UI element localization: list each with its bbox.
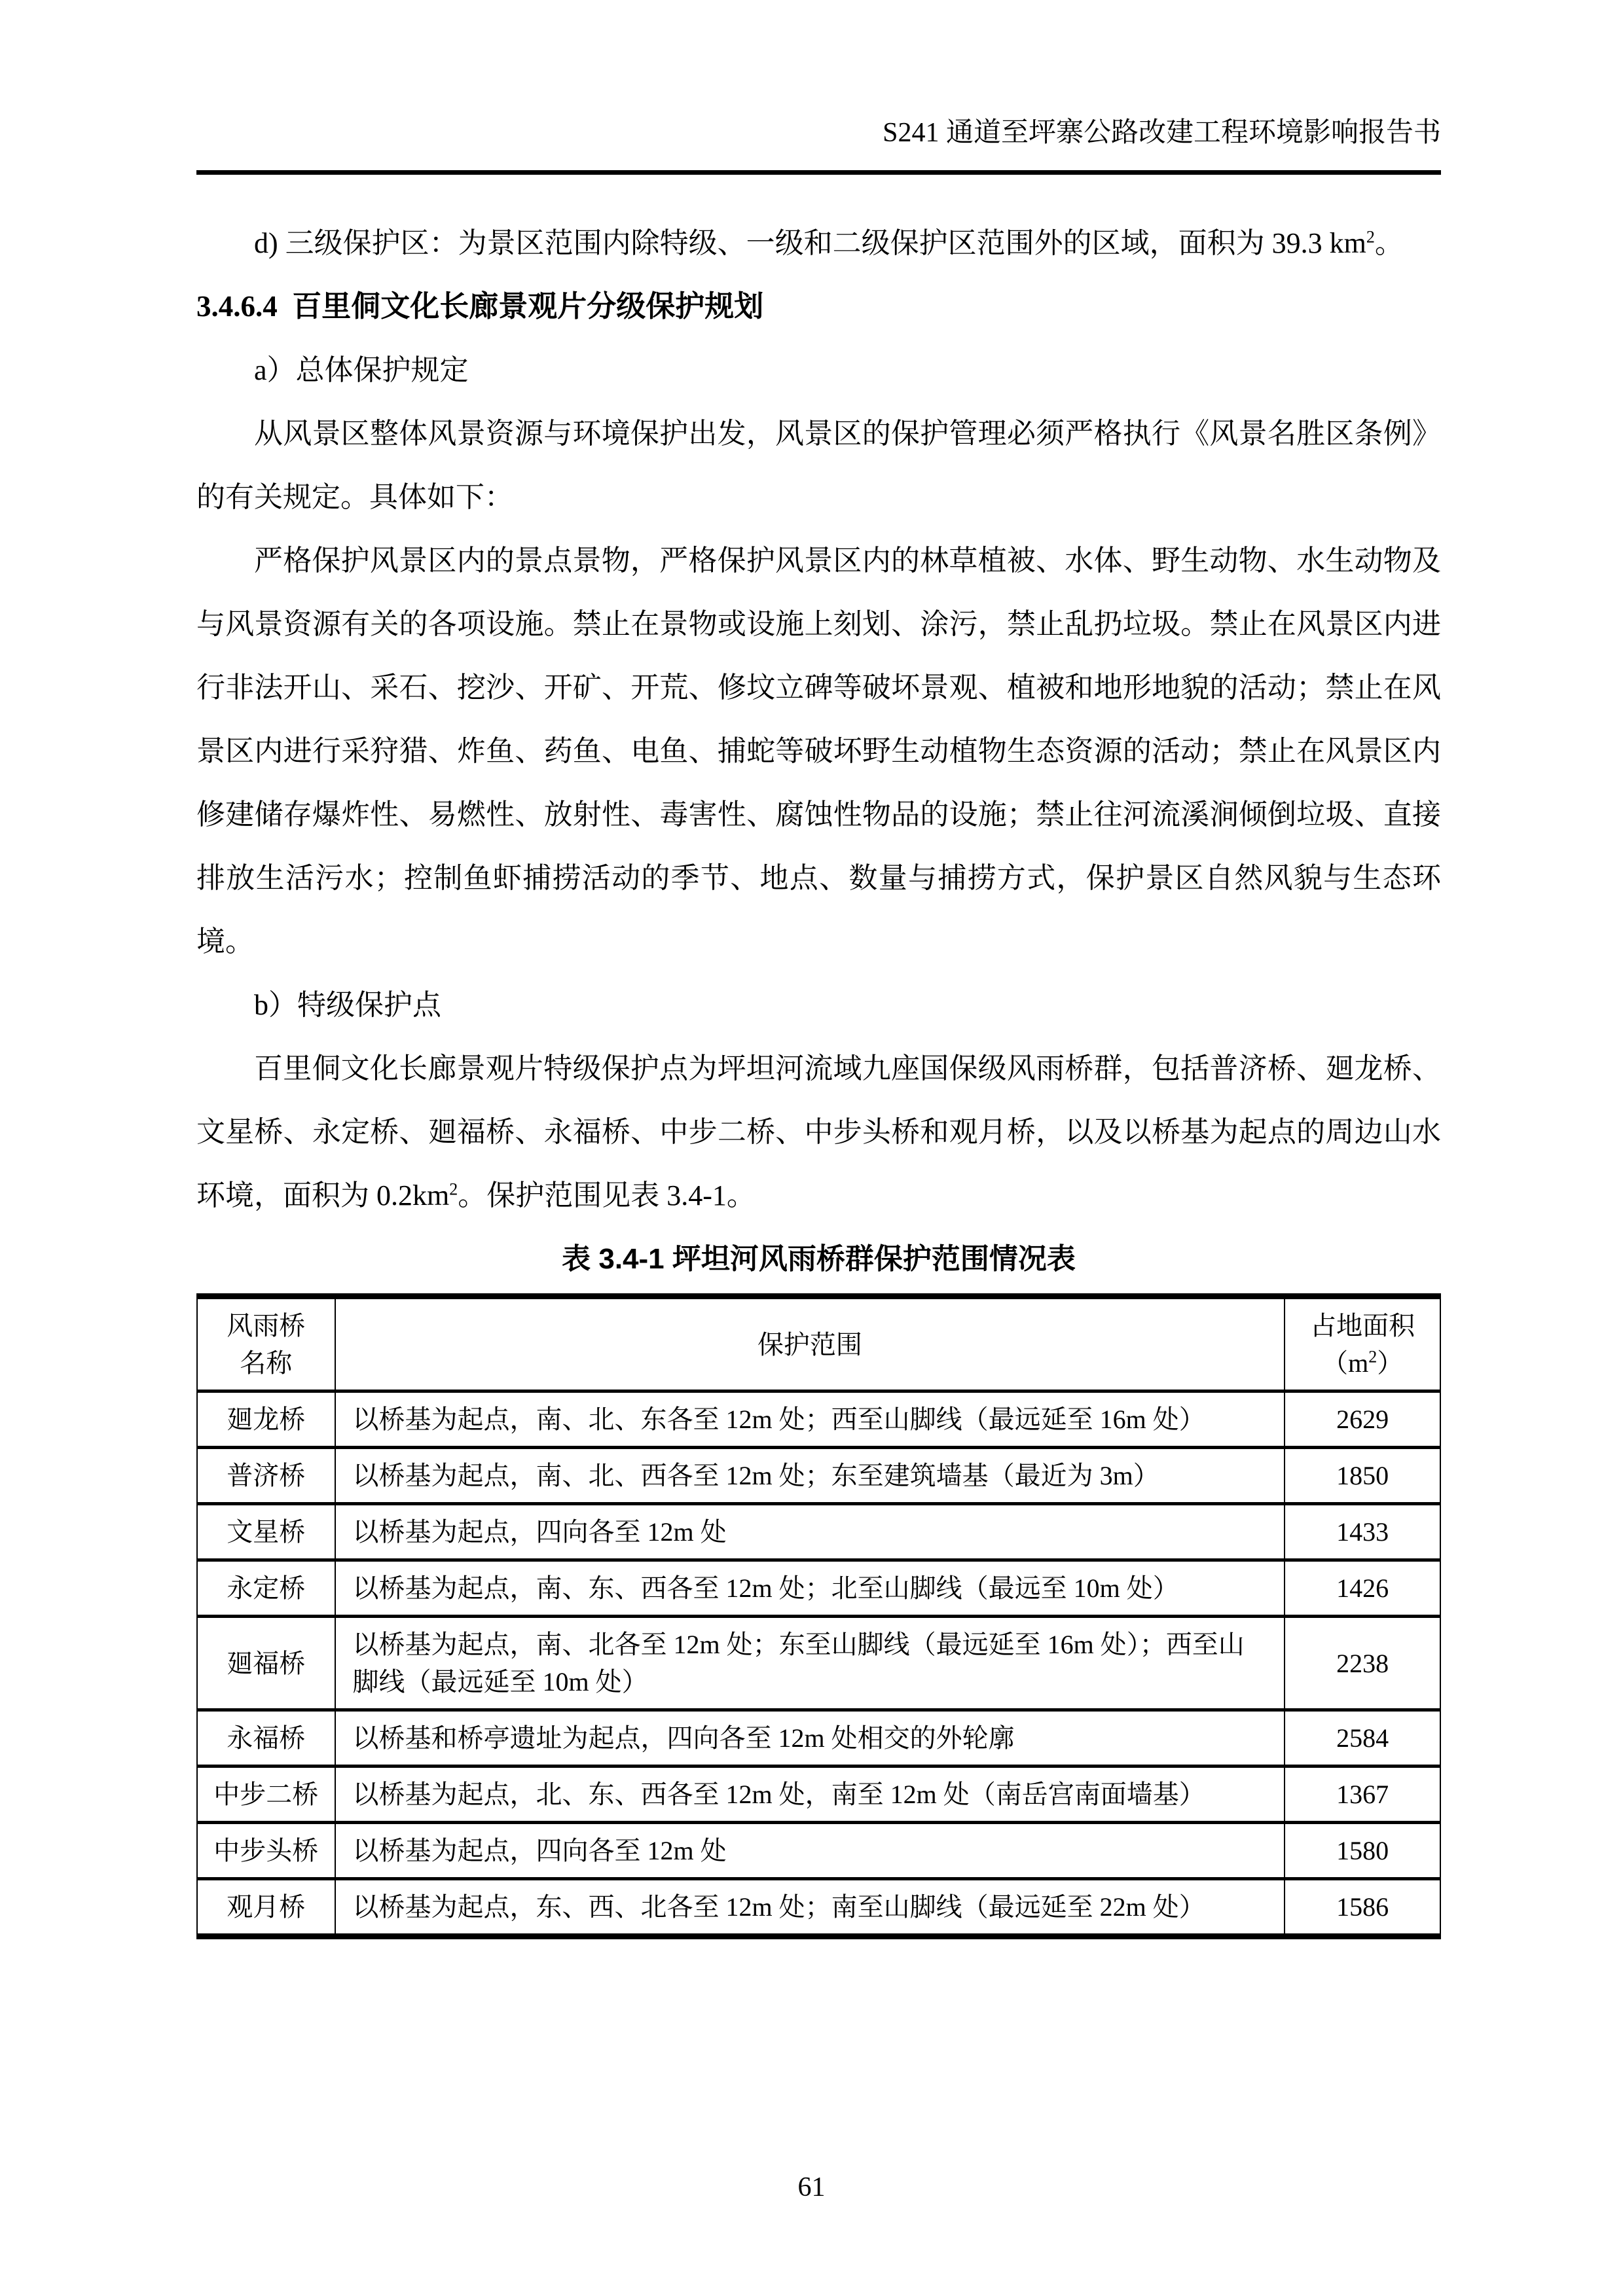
bridge-name-cell: 廻龙桥 xyxy=(197,1391,335,1448)
paragraph-d xyxy=(196,211,1441,275)
table-header-row xyxy=(197,1297,1440,1391)
table-row xyxy=(197,1391,1440,1448)
protection-range-table xyxy=(196,1293,1441,1939)
column-header-area xyxy=(1285,1297,1440,1391)
superscript-2: 2 xyxy=(1368,1347,1377,1367)
area-cell: 1367 xyxy=(1285,1767,1440,1823)
area-header-unit-prefix: （m xyxy=(1322,1348,1369,1378)
page-header xyxy=(196,115,1441,175)
table-head xyxy=(197,1297,1440,1391)
paragraph-special-protection xyxy=(196,1037,1441,1227)
protection-range-cell: 以桥基为起点，四向各至 12m 处 xyxy=(335,1823,1285,1879)
area-cell: 1850 xyxy=(1285,1448,1440,1504)
table-title: 表 3.4-1 坪坦河风雨桥群保护范围情况表 xyxy=(562,1243,1076,1275)
paragraph-d-tail: 。 xyxy=(1374,227,1404,259)
superscript-2: 2 xyxy=(449,1179,458,1199)
protection-range-cell: 以桥基为起点，南、北、东各至 12m 处；西至山脚线（最远延至 16m 处） xyxy=(335,1391,1285,1448)
list-item-a: a）总体保护规定 xyxy=(254,354,469,386)
area-cell: 2238 xyxy=(1285,1617,1440,1710)
area-cell: 2584 xyxy=(1285,1710,1440,1767)
header-rule xyxy=(196,170,1441,175)
table-row xyxy=(197,1560,1440,1617)
area-cell: 1586 xyxy=(1285,1879,1440,1937)
protection-range-cell: 以桥基和桥亭遗址为起点，四向各至 12m 处相交的外轮廓 xyxy=(335,1710,1285,1767)
table-row xyxy=(197,1710,1440,1767)
list-item-b: b）特级保护点 xyxy=(254,989,441,1021)
protection-range-cell: 以桥基为起点，南、东、西各至 12m 处；北至山脚线（最远至 10m 处） xyxy=(335,1560,1285,1617)
paragraph-overall-protection: 从风景区整体风景资源与环境保护出发，风景区的保护管理必须严格执行《风景名胜区条例》的有关规定。具体如下： xyxy=(196,418,1441,513)
table-row xyxy=(197,1879,1440,1937)
bridge-name-cell: 永定桥 xyxy=(197,1560,335,1617)
bridge-name-cell: 廻福桥 xyxy=(197,1617,335,1710)
area-cell: 1426 xyxy=(1285,1560,1440,1617)
bridge-name-cell: 文星桥 xyxy=(197,1504,335,1560)
table-row xyxy=(197,1504,1440,1560)
page-footer xyxy=(0,2172,1623,2203)
bridge-name-header-line2: 名称 xyxy=(240,1348,293,1378)
bridge-name-cell: 中步头桥 xyxy=(197,1823,335,1879)
table-row xyxy=(197,1767,1440,1823)
area-header-unit-suffix: ） xyxy=(1377,1348,1404,1378)
protection-range-cell: 以桥基为起点，四向各至 12m 处 xyxy=(335,1504,1285,1560)
bridge-name-cell: 观月桥 xyxy=(197,1879,335,1937)
protection-range-cell: 以桥基为起点，北、东、西各至 12m 处，南至 12m 处（南岳宫南面墙基） xyxy=(335,1767,1285,1823)
table-body xyxy=(197,1391,1440,1937)
section-heading-3-4-6-4: 3.4.6.4 百里侗文化长廊景观片分级保护规划 xyxy=(196,290,764,323)
table-row xyxy=(197,1617,1440,1710)
page-number: 61 xyxy=(797,2172,826,2202)
protection-range-cell: 以桥基为起点，南、北、西各至 12m 处；东至建筑墙基（最近为 3m） xyxy=(335,1448,1285,1504)
paragraph-strict-protection: 严格保护风景区内的景点景物，严格保护风景区内的林草植被、水体、野生动物、水生动物及与风景资源有关的各项设施。禁止在景物或设施上刻划、涂污，禁止乱扔垃圾。禁止在风景区内进行非法开山、采石、挖沙、开矿、开荒、修坟立碑等破坏景观、植被和地形地貌的活动；禁止在风景区内进行采狩猎、炸鱼、药鱼、电鱼、捕蛇等破坏野生动植物生态资源的活动；禁止在风景区内修建储存爆炸性、易燃性、放射性、毒害性、腐蚀性物品的设施；禁止往河流溪涧倾倒垃圾、直接排放生活污水；控制鱼虾捕捞活动的季节、地点、数量与捕捞方式，保护景区自然风貌与生态环境。 xyxy=(196,545,1441,958)
header-title: S241 通道至坪寨公路改建工程环境影响报告书 xyxy=(883,118,1441,148)
table-row xyxy=(197,1448,1440,1504)
bridge-name-cell: 普济桥 xyxy=(197,1448,335,1504)
area-header-line1: 占地面积 xyxy=(1310,1311,1415,1340)
superscript-2: 2 xyxy=(1366,227,1375,247)
column-header-protection-range: 保护范围 xyxy=(335,1297,1285,1391)
protection-range-cell: 以桥基为起点，南、北各至 12m 处；东至山脚线（最远延至 16m 处）；西至山脚线（最远延至 10m 处） xyxy=(335,1617,1285,1710)
bridge-name-cell: 永福桥 xyxy=(197,1710,335,1767)
bridge-name-cell: 中步二桥 xyxy=(197,1767,335,1823)
area-cell: 1580 xyxy=(1285,1823,1440,1879)
protection-range-cell: 以桥基为起点，东、西、北各至 12m 处；南至山脚线（最远延至 22m 处） xyxy=(335,1879,1285,1937)
paragraph-d-text: d) 三级保护区：为景区范围内除特级、一级和二级保护区范围外的区域，面积为 39.3 km xyxy=(254,227,1366,259)
column-header-bridge-name xyxy=(197,1297,335,1391)
paragraph-special-text: 百里侗文化长廊景观片特级保护点为坪坦河流域九座国保级风雨桥群，包括普济桥、廻龙桥、文星桥、永定桥、廻福桥、永福桥、中步二桥、中步头桥和观月桥，以及以桥基为起点的周边山水环境，面积为 0.2km xyxy=(196,1052,1441,1211)
area-cell: 2629 xyxy=(1285,1391,1440,1448)
bridge-name-header-line1: 风雨桥 xyxy=(227,1311,306,1340)
page-content xyxy=(196,211,1441,1939)
area-cell: 1433 xyxy=(1285,1504,1440,1560)
table-row xyxy=(197,1823,1440,1879)
paragraph-special-tail: 。保护范围见表 3.4-1。 xyxy=(458,1179,756,1211)
